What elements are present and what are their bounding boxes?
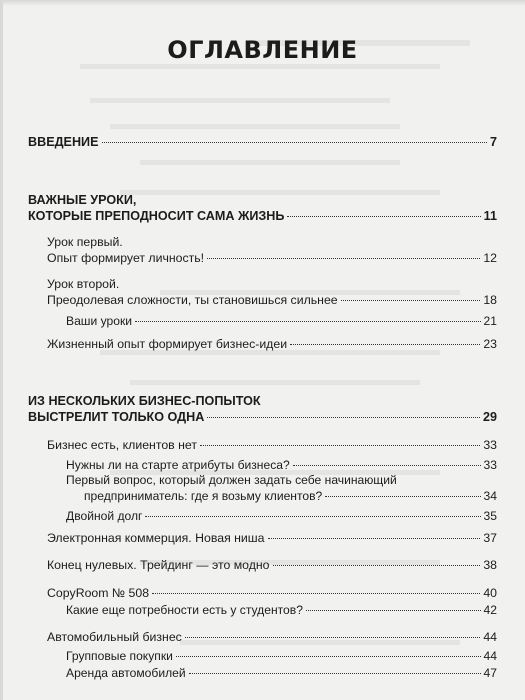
toc-entry-title: Электронная коммерция. Новая ниша — [47, 531, 265, 545]
toc-page-number: 7 — [489, 135, 497, 149]
toc-page-number: 38 — [483, 558, 497, 572]
dot-leader — [189, 673, 481, 674]
toc-page-number: 33 — [483, 438, 497, 452]
toc-entry — [66, 457, 497, 473]
toc-entry-title: Групповые покупки — [66, 649, 173, 663]
toc-entry — [47, 530, 497, 546]
toc-page-number: 47 — [483, 666, 497, 680]
toc-entry-line — [47, 629, 497, 645]
toc-entry-title: ВАЖНЫЕ УРОКИ, — [28, 193, 137, 207]
toc-page-number: 21 — [483, 314, 497, 328]
toc-entry — [28, 134, 497, 150]
toc-entry-line — [28, 192, 497, 208]
dot-leader — [185, 637, 480, 638]
dot-leader — [287, 216, 480, 217]
page-left-edge — [0, 0, 3, 700]
toc-entry-title: Ваши уроки — [66, 314, 133, 328]
toc-page-number: 12 — [483, 251, 497, 265]
toc-page-number: 29 — [482, 410, 497, 424]
toc-page-number: 42 — [483, 603, 497, 617]
toc-entry-line — [28, 208, 497, 224]
toc-entry-title: Какие еще потребности есть у студентов? — [66, 603, 303, 617]
toc-entry-line — [47, 234, 497, 250]
page-top-edge — [0, 0, 525, 6]
toc-entry-line — [66, 313, 497, 329]
toc-entry-title: Двойной долг — [66, 509, 143, 523]
toc-entry — [66, 472, 497, 504]
toc-entry-title: КОТОРЫЕ ПРЕПОДНОСИТ САМА ЖИЗНЬ — [28, 209, 285, 223]
dot-leader — [325, 496, 480, 497]
dot-leader — [135, 321, 481, 322]
toc-entry — [28, 393, 497, 425]
dot-leader — [293, 465, 481, 466]
toc-entry-line — [47, 292, 497, 308]
dot-leader — [200, 445, 480, 446]
toc-entry-title: Опыт формирует личность! — [47, 251, 205, 265]
toc-entry — [28, 192, 497, 224]
toc-entry-line — [28, 134, 497, 150]
toc-entry-line — [47, 437, 497, 453]
toc-entry — [47, 276, 497, 308]
toc-page-number: 18 — [483, 293, 497, 307]
toc-page-number: 23 — [483, 337, 497, 351]
page-title: ОГЛАВЛЕНИЕ — [167, 36, 358, 64]
dot-leader — [268, 538, 481, 539]
dot-leader — [207, 258, 480, 259]
toc-entry-line — [47, 530, 497, 546]
toc-entry-line — [66, 488, 497, 504]
toc-entry-title: Автомобильный бизнес — [47, 630, 182, 644]
toc-page-number: 35 — [483, 509, 497, 523]
toc-entry — [47, 557, 497, 573]
toc-entry-line — [66, 602, 497, 618]
dot-leader — [145, 516, 480, 517]
toc-entry — [47, 585, 497, 601]
toc-entry-title: Первый вопрос, который должен задать себе начинающий — [66, 473, 397, 487]
dot-leader — [152, 593, 480, 594]
toc-page-number: 37 — [483, 531, 497, 545]
toc-entry-title: ИЗ НЕСКОЛЬКИХ БИЗНЕС-ПОПЫТОК — [28, 394, 261, 408]
dot-leader — [176, 656, 481, 657]
toc-entry-title: Конец нулевых. Трейдинг — это модно — [47, 558, 270, 572]
toc-entry — [66, 665, 497, 681]
toc-entry-title: Преодолевая сложности, ты становишься сильнее — [47, 293, 338, 307]
toc-page-number: 33 — [483, 458, 497, 472]
toc-entry — [66, 648, 497, 664]
toc-entry-title: предприниматель: где я возьму клиентов? — [84, 489, 323, 503]
toc-page-number: 34 — [483, 489, 497, 503]
toc-entry — [66, 313, 497, 329]
toc-entry-line — [47, 336, 497, 352]
dot-leader — [341, 300, 481, 301]
toc-entry-line — [47, 250, 497, 266]
toc-entry-line — [66, 472, 497, 488]
toc-entry-line — [66, 665, 497, 681]
dot-leader — [102, 142, 487, 143]
toc-entry-line — [28, 409, 497, 425]
toc-entry-title: Жизненный опыт формирует бизнес-идеи — [47, 337, 288, 351]
toc-entry — [47, 437, 497, 453]
toc-entry-line — [66, 508, 497, 524]
toc-entry — [47, 234, 497, 266]
toc-entry-title: Аренда автомобилей — [66, 666, 186, 680]
toc-entry-line — [66, 457, 497, 473]
toc-entry-title: Нужны ли на старте атрибуты бизнеса? — [66, 458, 290, 472]
dot-leader — [306, 610, 481, 611]
toc-entry — [47, 629, 497, 645]
toc-entry-line — [47, 557, 497, 573]
toc-page-number: 44 — [483, 649, 497, 663]
toc-entry-line — [66, 648, 497, 664]
toc-entry-title: Урок первый. — [47, 235, 123, 249]
toc-entry-line — [47, 585, 497, 601]
toc-entry — [66, 508, 497, 524]
dot-leader — [290, 344, 480, 345]
toc-entry-title: CopyRoom № 508 — [47, 586, 150, 600]
dot-leader — [207, 417, 480, 418]
toc-entry-line — [28, 393, 497, 409]
toc-entry-line — [47, 276, 497, 292]
dot-leader — [273, 565, 481, 566]
toc-entry — [47, 336, 497, 352]
toc-page-number: 44 — [483, 630, 497, 644]
toc-entry-title: Урок второй. — [47, 277, 120, 291]
toc-entry — [66, 602, 497, 618]
toc-page-number: 40 — [483, 586, 497, 600]
toc-page-number: 11 — [483, 209, 497, 223]
toc-entry-title: ВЫСТРЕЛИТ ТОЛЬКО ОДНА — [28, 410, 205, 424]
toc-entry-title: Бизнес есть, клиентов нет — [47, 438, 197, 452]
toc-entry-title: ВВЕДЕНИЕ — [28, 135, 99, 149]
